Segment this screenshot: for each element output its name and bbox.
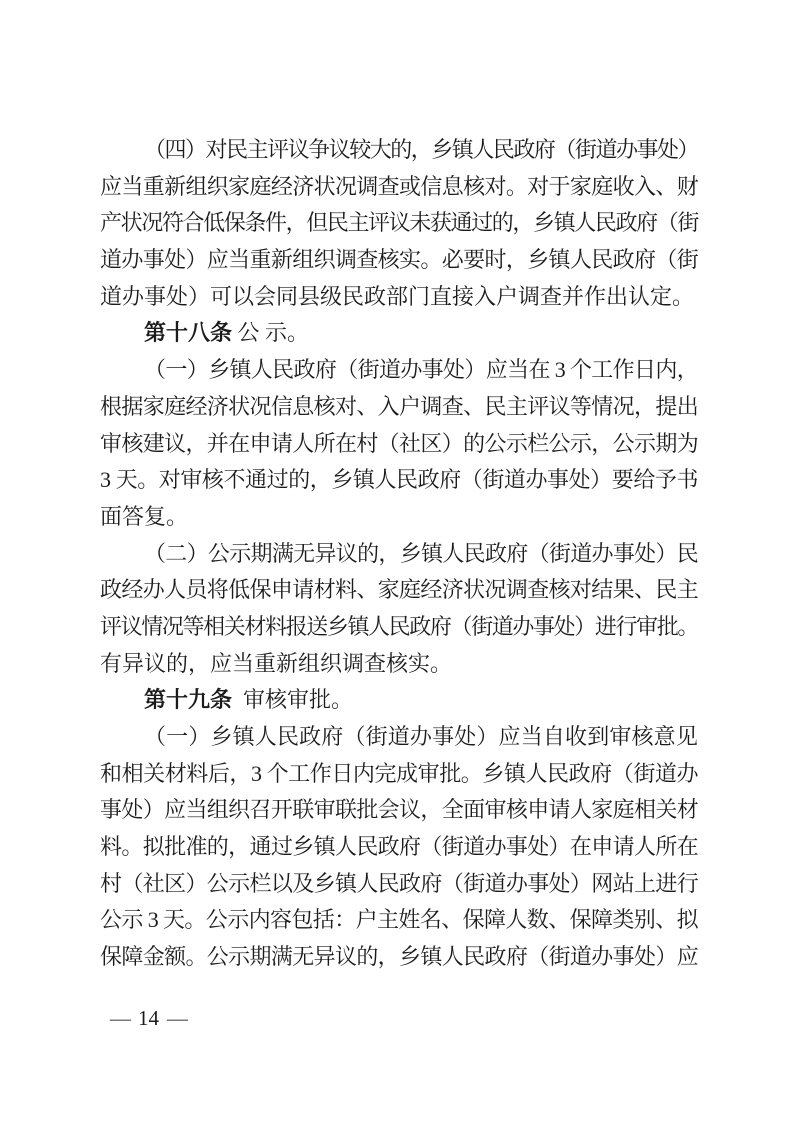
text-run: 审核建议，并在申请人所在村（社区）的公示栏公示，公示期为 bbox=[100, 430, 699, 456]
text-line bbox=[100, 609, 698, 646]
text-run: 道办事处）应当重新组织调查核实。必要时，乡镇人民政府（街 bbox=[100, 247, 699, 273]
footer-dash-right: — bbox=[167, 1006, 187, 1030]
article-number: 第十八条 bbox=[144, 320, 233, 346]
text-line bbox=[100, 462, 698, 499]
text-run: 政经办人员将低保申请材料、家庭经济状况调查核对结果、民主 bbox=[100, 577, 699, 603]
article-heading bbox=[100, 682, 698, 719]
document-body bbox=[100, 132, 698, 976]
text-run: 3 天。对审核不通过的，乡镇人民政府（街道办事处）要给予书 bbox=[100, 467, 699, 493]
page-number: 14 bbox=[138, 1006, 159, 1030]
page-footer bbox=[110, 1005, 187, 1031]
text-run: 根据家庭经济状况信息核对、入户调查、民主评议等情况，提出 bbox=[100, 393, 699, 419]
text-line bbox=[100, 499, 698, 536]
text-line bbox=[100, 279, 698, 316]
text-run: 村（社区）公示栏以及乡镇人民政府（街道办事处）网站上进行 bbox=[100, 870, 699, 896]
text-run: 审核审批。 bbox=[232, 687, 354, 713]
text-line bbox=[100, 536, 698, 573]
text-run: 应当重新组织家庭经济状况调查或信息核对。对于家庭收入、财 bbox=[100, 173, 699, 199]
text-line bbox=[100, 719, 698, 756]
text-line bbox=[100, 902, 698, 939]
text-line bbox=[100, 426, 698, 463]
text-run: 有异议的，应当重新组织调查核实。 bbox=[100, 650, 453, 676]
text-line bbox=[100, 756, 698, 793]
text-line bbox=[100, 389, 698, 426]
text-line bbox=[100, 132, 698, 169]
text-line bbox=[100, 792, 698, 829]
text-run: 保障金额。公示期满无异议的，乡镇人民政府（街道办事处）应 bbox=[100, 944, 699, 970]
article-heading bbox=[100, 315, 698, 352]
text-run: （四）对民主评议争议较大的，乡镇人民政府（街道办事处） bbox=[144, 137, 699, 162]
text-line bbox=[100, 646, 698, 683]
text-run: （二）公示期满无异议的，乡镇人民政府（街道办事处）民 bbox=[144, 540, 699, 566]
text-run: 和相关材料后，3 个工作日内完成审批。乡镇人民政府（街道办 bbox=[100, 760, 699, 786]
text-line bbox=[100, 169, 698, 206]
text-run: 公 示。 bbox=[232, 320, 310, 346]
article-number: 第十九条 bbox=[144, 687, 233, 713]
text-run: 料。拟批准的，通过乡镇人民政府（街道办事处）在申请人所在 bbox=[100, 834, 699, 860]
text-line bbox=[100, 242, 698, 279]
text-run: 道办事处）可以会同县级民政部门直接入户调查并作出认定。 bbox=[100, 283, 695, 309]
text-run: （一）乡镇人民政府（街道办事处）应当在 3 个工作日内， bbox=[144, 357, 699, 383]
text-line bbox=[100, 205, 698, 242]
text-run: 评议情况等相关材料报送乡镇人民政府（街道办事处）进行审批。 bbox=[100, 613, 698, 639]
text-run: （一）乡镇人民政府（街道办事处）应当自收到审核意见 bbox=[144, 724, 699, 749]
text-run: 面答复。 bbox=[100, 503, 189, 529]
text-line bbox=[100, 939, 698, 976]
text-run: 公示 3 天。公示内容包括：户主姓名、保障人数、保障类别、拟 bbox=[100, 907, 699, 933]
text-line bbox=[100, 572, 698, 609]
text-line bbox=[100, 829, 698, 866]
text-line bbox=[100, 866, 698, 903]
text-run: 事处）应当组织召开联审联批会议，全面审核申请人家庭相关材 bbox=[100, 797, 699, 823]
footer-dash-left: — bbox=[110, 1006, 130, 1030]
text-run: 产状况符合低保条件，但民主评议未获通过的，乡镇人民政府（街 bbox=[100, 210, 698, 236]
text-line bbox=[100, 352, 698, 389]
